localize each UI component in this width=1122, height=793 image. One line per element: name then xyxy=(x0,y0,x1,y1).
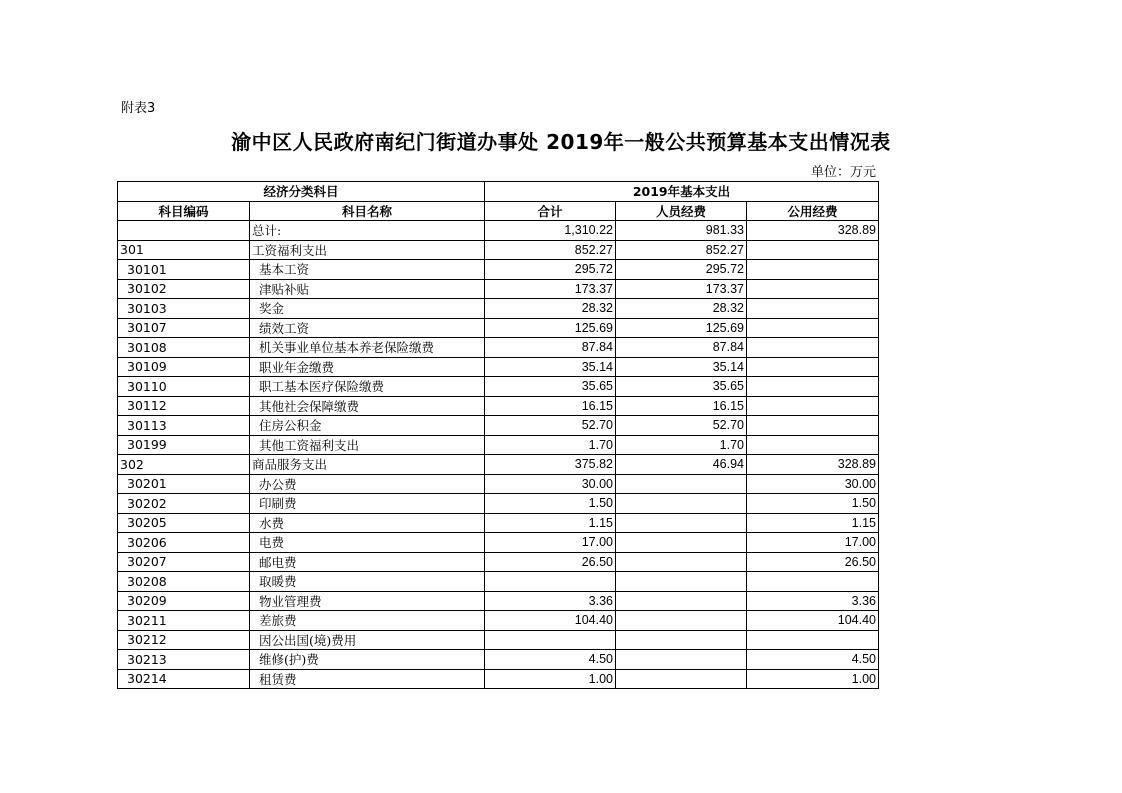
table-body xyxy=(118,221,879,689)
cell-code: 30208 xyxy=(118,572,250,592)
cell-name: 职工基本医疗保险缴费 xyxy=(250,377,485,397)
cell-name: 水费 xyxy=(250,513,485,533)
cell-total: 125.69 xyxy=(485,318,616,338)
header-code: 科目编码 xyxy=(118,201,250,221)
header-basic-expense: 2019年基本支出 xyxy=(485,182,879,202)
cell-name: 津贴补贴 xyxy=(250,279,485,299)
cell-name: 奖金 xyxy=(250,299,485,319)
header-public: 公用经费 xyxy=(747,201,879,221)
table-row xyxy=(118,377,879,397)
cell-personnel: 52.70 xyxy=(616,416,747,436)
cell-total xyxy=(485,572,616,592)
cell-code: 30107 xyxy=(118,318,250,338)
cell-total: 35.65 xyxy=(485,377,616,397)
cell-public: 1.50 xyxy=(747,494,879,514)
table-row xyxy=(118,279,879,299)
cell-name: 基本工资 xyxy=(250,260,485,280)
annex-label: 附表3 xyxy=(121,101,156,116)
cell-code: 30110 xyxy=(118,377,250,397)
cell-name: 物业管理费 xyxy=(250,591,485,611)
cell-personnel: 125.69 xyxy=(616,318,747,338)
cell-name: 绩效工资 xyxy=(250,318,485,338)
cell-personnel xyxy=(616,494,747,514)
cell-name: 取暖费 xyxy=(250,572,485,592)
cell-public: 26.50 xyxy=(747,552,879,572)
header-total: 合计 xyxy=(485,201,616,221)
cell-code: 302 xyxy=(118,455,250,475)
table-row xyxy=(118,221,879,241)
table-row xyxy=(118,630,879,650)
cell-code: 301 xyxy=(118,240,250,260)
cell-personnel: 35.65 xyxy=(616,377,747,397)
cell-total: 852.27 xyxy=(485,240,616,260)
cell-name: 因公出国(境)费用 xyxy=(250,630,485,650)
cell-total: 1.70 xyxy=(485,435,616,455)
cell-code: 30207 xyxy=(118,552,250,572)
cell-personnel xyxy=(616,630,747,650)
cell-personnel: 173.37 xyxy=(616,279,747,299)
unit-label: 单位：万元 xyxy=(810,165,876,180)
cell-personnel: 28.32 xyxy=(616,299,747,319)
cell-total: 1,310.22 xyxy=(485,221,616,241)
table-row xyxy=(118,591,879,611)
cell-public xyxy=(747,299,879,319)
cell-total xyxy=(485,630,616,650)
cell-code: 30109 xyxy=(118,357,250,377)
cell-total: 4.50 xyxy=(485,650,616,670)
cell-total: 17.00 xyxy=(485,533,616,553)
table-row xyxy=(118,240,879,260)
cell-name: 工资福利支出 xyxy=(250,240,485,260)
cell-total: 1.50 xyxy=(485,494,616,514)
table-row xyxy=(118,611,879,631)
cell-total: 295.72 xyxy=(485,260,616,280)
cell-name: 其他工资福利支出 xyxy=(250,435,485,455)
cell-public xyxy=(747,572,879,592)
cell-code: 30108 xyxy=(118,338,250,358)
cell-code: 30112 xyxy=(118,396,250,416)
cell-name: 商品服务支出 xyxy=(250,455,485,475)
cell-public: 1.15 xyxy=(747,513,879,533)
table-row xyxy=(118,416,879,436)
cell-code: 30212 xyxy=(118,630,250,650)
cell-public xyxy=(747,630,879,650)
cell-name: 差旅费 xyxy=(250,611,485,631)
table-row xyxy=(118,455,879,475)
cell-public xyxy=(747,357,879,377)
cell-total: 52.70 xyxy=(485,416,616,436)
header-econ-category: 经济分类科目 xyxy=(118,182,485,202)
cell-name: 维修(护)费 xyxy=(250,650,485,670)
table-row xyxy=(118,669,879,689)
cell-public xyxy=(747,260,879,280)
cell-public xyxy=(747,377,879,397)
cell-name: 电费 xyxy=(250,533,485,553)
cell-name: 邮电费 xyxy=(250,552,485,572)
cell-personnel xyxy=(616,513,747,533)
header-personnel: 人员经费 xyxy=(616,201,747,221)
header-name: 科目名称 xyxy=(250,201,485,221)
table-row xyxy=(118,260,879,280)
page-title: 渝中区人民政府南纪门街道办事处 2019年一般公共预算基本支出情况表 xyxy=(231,130,891,154)
cell-personnel: 35.14 xyxy=(616,357,747,377)
cell-personnel: 46.94 xyxy=(616,455,747,475)
cell-personnel: 295.72 xyxy=(616,260,747,280)
cell-code: 30102 xyxy=(118,279,250,299)
cell-public: 30.00 xyxy=(747,474,879,494)
cell-total: 16.15 xyxy=(485,396,616,416)
table-row xyxy=(118,299,879,319)
cell-total: 173.37 xyxy=(485,279,616,299)
cell-public xyxy=(747,240,879,260)
cell-public: 4.50 xyxy=(747,650,879,670)
cell-name: 总计: xyxy=(250,221,485,241)
cell-personnel: 87.84 xyxy=(616,338,747,358)
budget-table xyxy=(117,181,879,689)
cell-code: 30209 xyxy=(118,591,250,611)
cell-public: 1.00 xyxy=(747,669,879,689)
cell-total: 28.32 xyxy=(485,299,616,319)
cell-public: 328.89 xyxy=(747,221,879,241)
cell-total: 87.84 xyxy=(485,338,616,358)
table-row xyxy=(118,338,879,358)
cell-total: 3.36 xyxy=(485,591,616,611)
cell-name: 印刷费 xyxy=(250,494,485,514)
cell-name: 其他社会保障缴费 xyxy=(250,396,485,416)
cell-personnel xyxy=(616,611,747,631)
cell-public: 17.00 xyxy=(747,533,879,553)
cell-public: 104.40 xyxy=(747,611,879,631)
cell-code: 30101 xyxy=(118,260,250,280)
table-row xyxy=(118,513,879,533)
cell-personnel: 852.27 xyxy=(616,240,747,260)
cell-code: 30205 xyxy=(118,513,250,533)
cell-total: 1.15 xyxy=(485,513,616,533)
cell-personnel xyxy=(616,572,747,592)
cell-personnel xyxy=(616,591,747,611)
cell-public xyxy=(747,338,879,358)
cell-personnel xyxy=(616,474,747,494)
cell-public xyxy=(747,279,879,299)
table-row xyxy=(118,357,879,377)
cell-public: 328.89 xyxy=(747,455,879,475)
cell-total: 30.00 xyxy=(485,474,616,494)
cell-code: 30214 xyxy=(118,669,250,689)
cell-public xyxy=(747,435,879,455)
table-row xyxy=(118,435,879,455)
table-row xyxy=(118,650,879,670)
table-row xyxy=(118,318,879,338)
cell-personnel: 16.15 xyxy=(616,396,747,416)
table-row xyxy=(118,474,879,494)
cell-code: 30206 xyxy=(118,533,250,553)
cell-personnel: 1.70 xyxy=(616,435,747,455)
cell-personnel: 981.33 xyxy=(616,221,747,241)
cell-code: 30103 xyxy=(118,299,250,319)
cell-personnel xyxy=(616,650,747,670)
cell-public xyxy=(747,318,879,338)
cell-code: 30113 xyxy=(118,416,250,436)
cell-code: 30211 xyxy=(118,611,250,631)
cell-total: 1.00 xyxy=(485,669,616,689)
cell-total: 35.14 xyxy=(485,357,616,377)
cell-code: 30199 xyxy=(118,435,250,455)
cell-public xyxy=(747,396,879,416)
table-row xyxy=(118,572,879,592)
table-row xyxy=(118,533,879,553)
cell-code: 30201 xyxy=(118,474,250,494)
cell-public xyxy=(747,416,879,436)
table-row xyxy=(118,552,879,572)
cell-personnel xyxy=(616,533,747,553)
cell-name: 办公费 xyxy=(250,474,485,494)
cell-total: 26.50 xyxy=(485,552,616,572)
cell-code xyxy=(118,221,250,241)
cell-personnel xyxy=(616,552,747,572)
cell-code: 30213 xyxy=(118,650,250,670)
table-row xyxy=(118,396,879,416)
cell-personnel xyxy=(616,669,747,689)
cell-public: 3.36 xyxy=(747,591,879,611)
cell-name: 租赁费 xyxy=(250,669,485,689)
cell-total: 375.82 xyxy=(485,455,616,475)
cell-code: 30202 xyxy=(118,494,250,514)
cell-name: 机关事业单位基本养老保险缴费 xyxy=(250,338,485,358)
table-row xyxy=(118,494,879,514)
cell-name: 职业年金缴费 xyxy=(250,357,485,377)
cell-total: 104.40 xyxy=(485,611,616,631)
cell-name: 住房公积金 xyxy=(250,416,485,436)
